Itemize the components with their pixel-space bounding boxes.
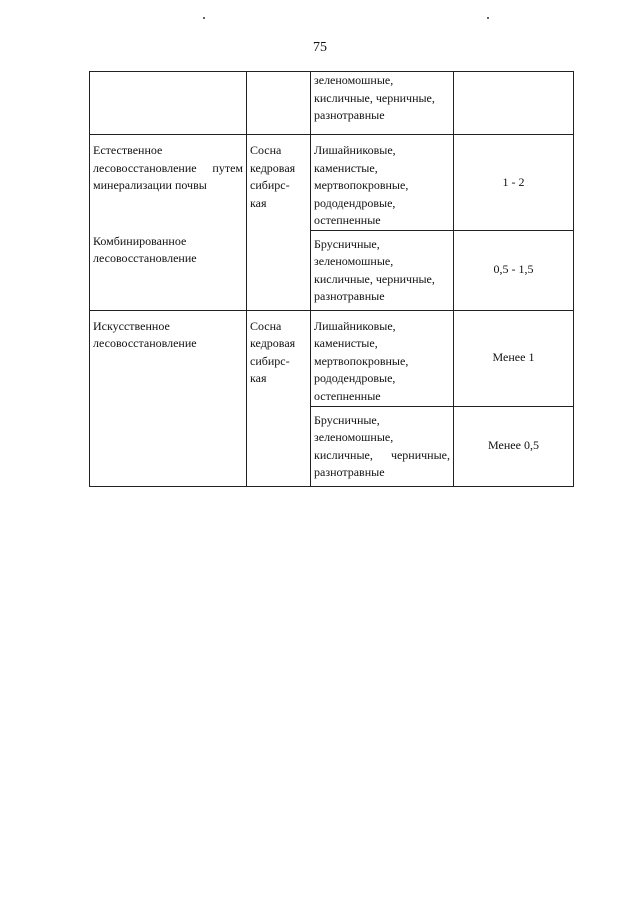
method-cell [90,310,247,486]
table-row [90,72,574,135]
species-text: Сосна кедровая сибирс- кая [250,143,296,210]
value-cell: Менее 0,5 [454,406,574,486]
value-cell [454,72,574,135]
method-text: Комбинированное лесовосстановление [93,233,197,265]
forest-type-text: Лишайниковые, каменистые, мертвопокровные, рододендровые, остепненные [314,318,409,403]
method-cell [90,72,247,135]
forest-type-text: кисличные, черничные, [314,447,450,462]
forest-type-cell [311,406,454,486]
forest-type-cell [311,310,454,406]
forest-type-cell [311,230,454,310]
forest-type-text: Лишайниковые, каменистые, мертвопокровные, рододендровые, остепненные [314,143,409,227]
method-text: Искусственное лесовосстановление [93,318,197,350]
method-text: лесовосстановление путем [93,160,243,175]
page-number: 75 [313,40,327,55]
species-cell [247,72,311,135]
scan-speck [203,17,205,19]
forest-type-text: зеленомошные, кисличные, черничные, разнотравные [314,73,435,122]
forest-type-cell [311,135,454,231]
forest-type-text: зеленомошные, [314,430,394,444]
table-row [90,310,574,406]
value-cell: 0,5 - 1,5 [454,230,574,310]
method-text: минерализации почвы [93,178,207,192]
method-text: Естественное [93,143,163,157]
value-cell: Менее 1 [454,310,574,406]
method-cell [90,135,247,311]
forest-type-text: Брусничные, зеленомошные, кисличные, черничные, разнотравные [314,236,435,303]
species-cell [247,310,311,486]
forest-type-text: разнотравные [314,465,385,479]
regeneration-table [89,71,574,487]
value-cell: 1 - 2 [454,135,574,231]
scan-speck [487,17,489,19]
table-row [90,135,574,231]
species-cell [247,135,311,311]
forest-type-cell [311,72,454,135]
forest-type-text: Брусничные, [314,412,380,427]
species-text: Сосна кедровая сибирс- кая [250,318,296,385]
